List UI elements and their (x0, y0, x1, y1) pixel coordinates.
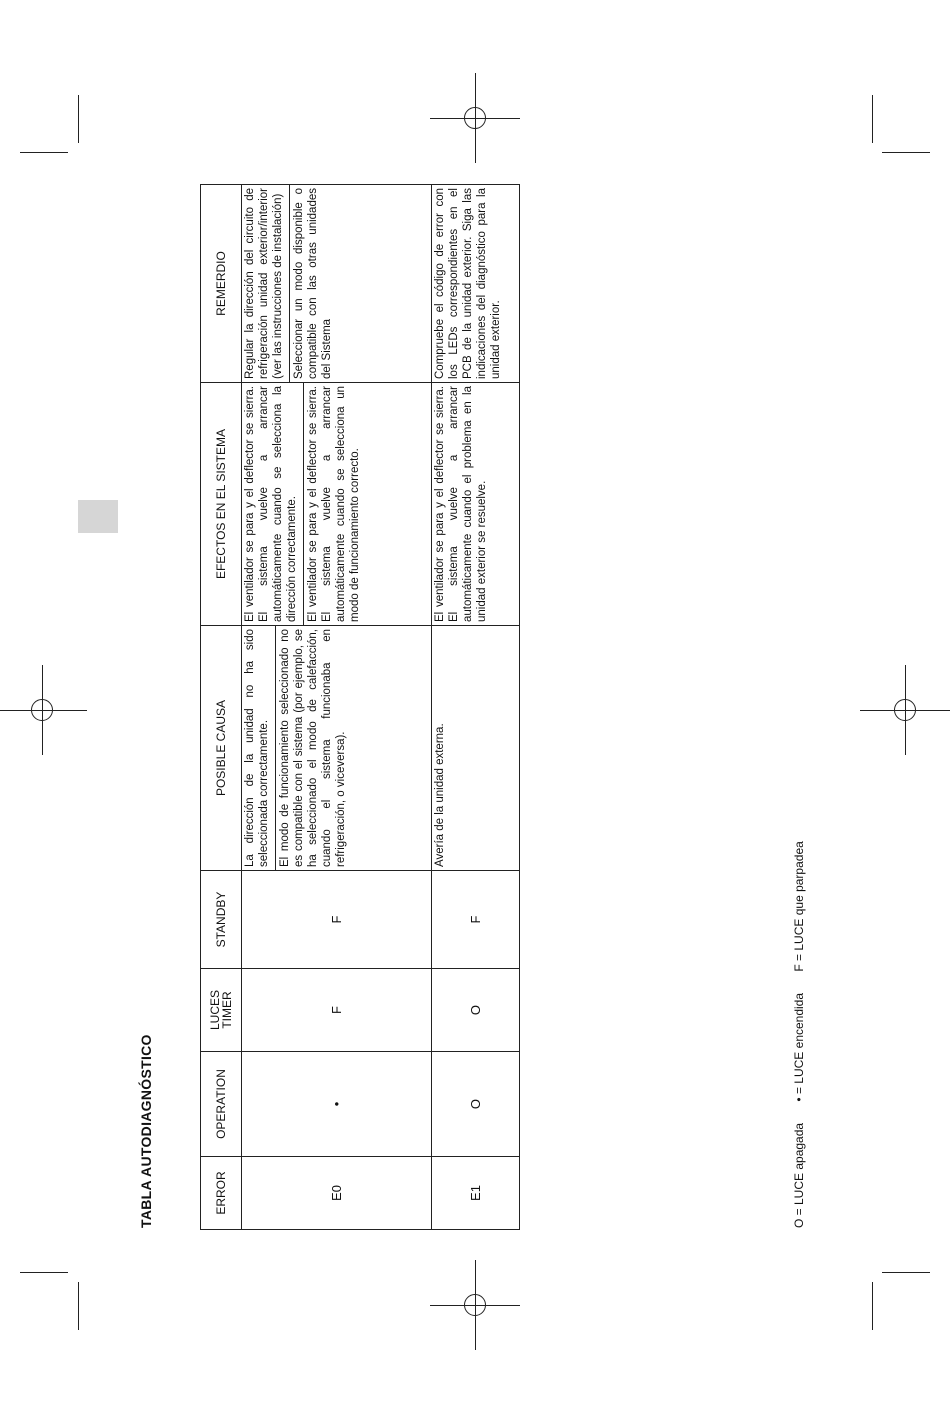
header-timer-label: TIMER (220, 991, 234, 1029)
page-title: TABLA AUTODIAGNÓSTICO (138, 1034, 154, 1228)
header-timer (201, 969, 242, 1052)
effects-text: El ventilador se para y el deflector se sierra. El sistema vuelve a arrancar automáticamente cuando el problema en la unidad exterior se resuelve. (432, 383, 520, 626)
header-operation: OPERATION (201, 1052, 242, 1157)
cause-text: La dirección de la unidad no ha sido seleccionada correctamente. (244, 629, 270, 867)
cause-cell (242, 626, 432, 871)
section-tab (78, 500, 118, 533)
header-standby: STANDBY (201, 871, 242, 969)
remedy-text: Seleccionar un modo disponible o compatible con las otras unidades del Sistema (293, 188, 333, 379)
header-cause: POSIBLE CAUSA (201, 626, 242, 871)
header-error: ERROR (201, 1157, 242, 1230)
crop-mark (872, 1282, 873, 1330)
effects-cell (242, 383, 432, 626)
remedy-text: Regular la dirección del circuito de refrigeración unidad exterior/interior (ver las instrucciones de instalación) (244, 188, 284, 379)
header-lights-group: LUCES (208, 990, 222, 1031)
table-row (242, 185, 432, 1230)
effects-text: El ventilador se para y el deflector se sierra. El sistema vuelve a arrancar automáticamente cuando se selecciona un modo de funcionamiento correcto. (307, 386, 361, 622)
crop-mark (78, 95, 79, 143)
standby-light: F (432, 871, 520, 969)
effects-text: El ventilador se para y el deflector se sierra. El sistema vuelve a arrancar automáticamente cuando se selecciona la dirección correctamente. (244, 386, 298, 622)
legend-on: • = LUCE encendida (792, 992, 806, 1102)
cause-text: Avería de la unidad externa. (432, 626, 520, 871)
standby-light: F (242, 871, 432, 969)
crop-mark (78, 1282, 79, 1330)
divider (303, 383, 304, 625)
crop-mark (20, 1272, 68, 1273)
header-effects: EFECTOS EN EL SISTEMA (201, 383, 242, 626)
operation-light: • (242, 1052, 432, 1157)
diagnostic-table (200, 185, 520, 1230)
timer-light: O (432, 969, 520, 1052)
crop-mark (20, 152, 68, 153)
error-code: E1 (432, 1157, 520, 1230)
legend (792, 823, 806, 1228)
divider (275, 626, 276, 870)
remedy-text: Compruebe el código de error con los LEDs correspondientes en el PCB de la unidad exterior. Siga las indicaciones del diagnóstico para la unidad exterior. (432, 185, 520, 383)
table-row (432, 185, 520, 1230)
legend-off: O = LUCE apagada (792, 1122, 806, 1228)
header-remedy: REMERDIO (201, 185, 242, 383)
legend-blink: F = LUCE que parpadea (792, 841, 806, 972)
remedy-cell (242, 185, 432, 383)
operation-light: O (432, 1052, 520, 1157)
error-code: E0 (242, 1157, 432, 1230)
crop-mark (872, 95, 873, 143)
crop-mark (882, 152, 930, 153)
timer-light: F (242, 969, 432, 1052)
cause-text: El modo de funcionamiento seleccionado no es compatible con el sistema (por ejemplo, se ha seleccionado el modo de calefacción, cuando el sistema funcionaba en refrigeración, o viceversa). (279, 629, 347, 867)
divider (289, 185, 290, 382)
crop-mark (882, 1272, 930, 1273)
